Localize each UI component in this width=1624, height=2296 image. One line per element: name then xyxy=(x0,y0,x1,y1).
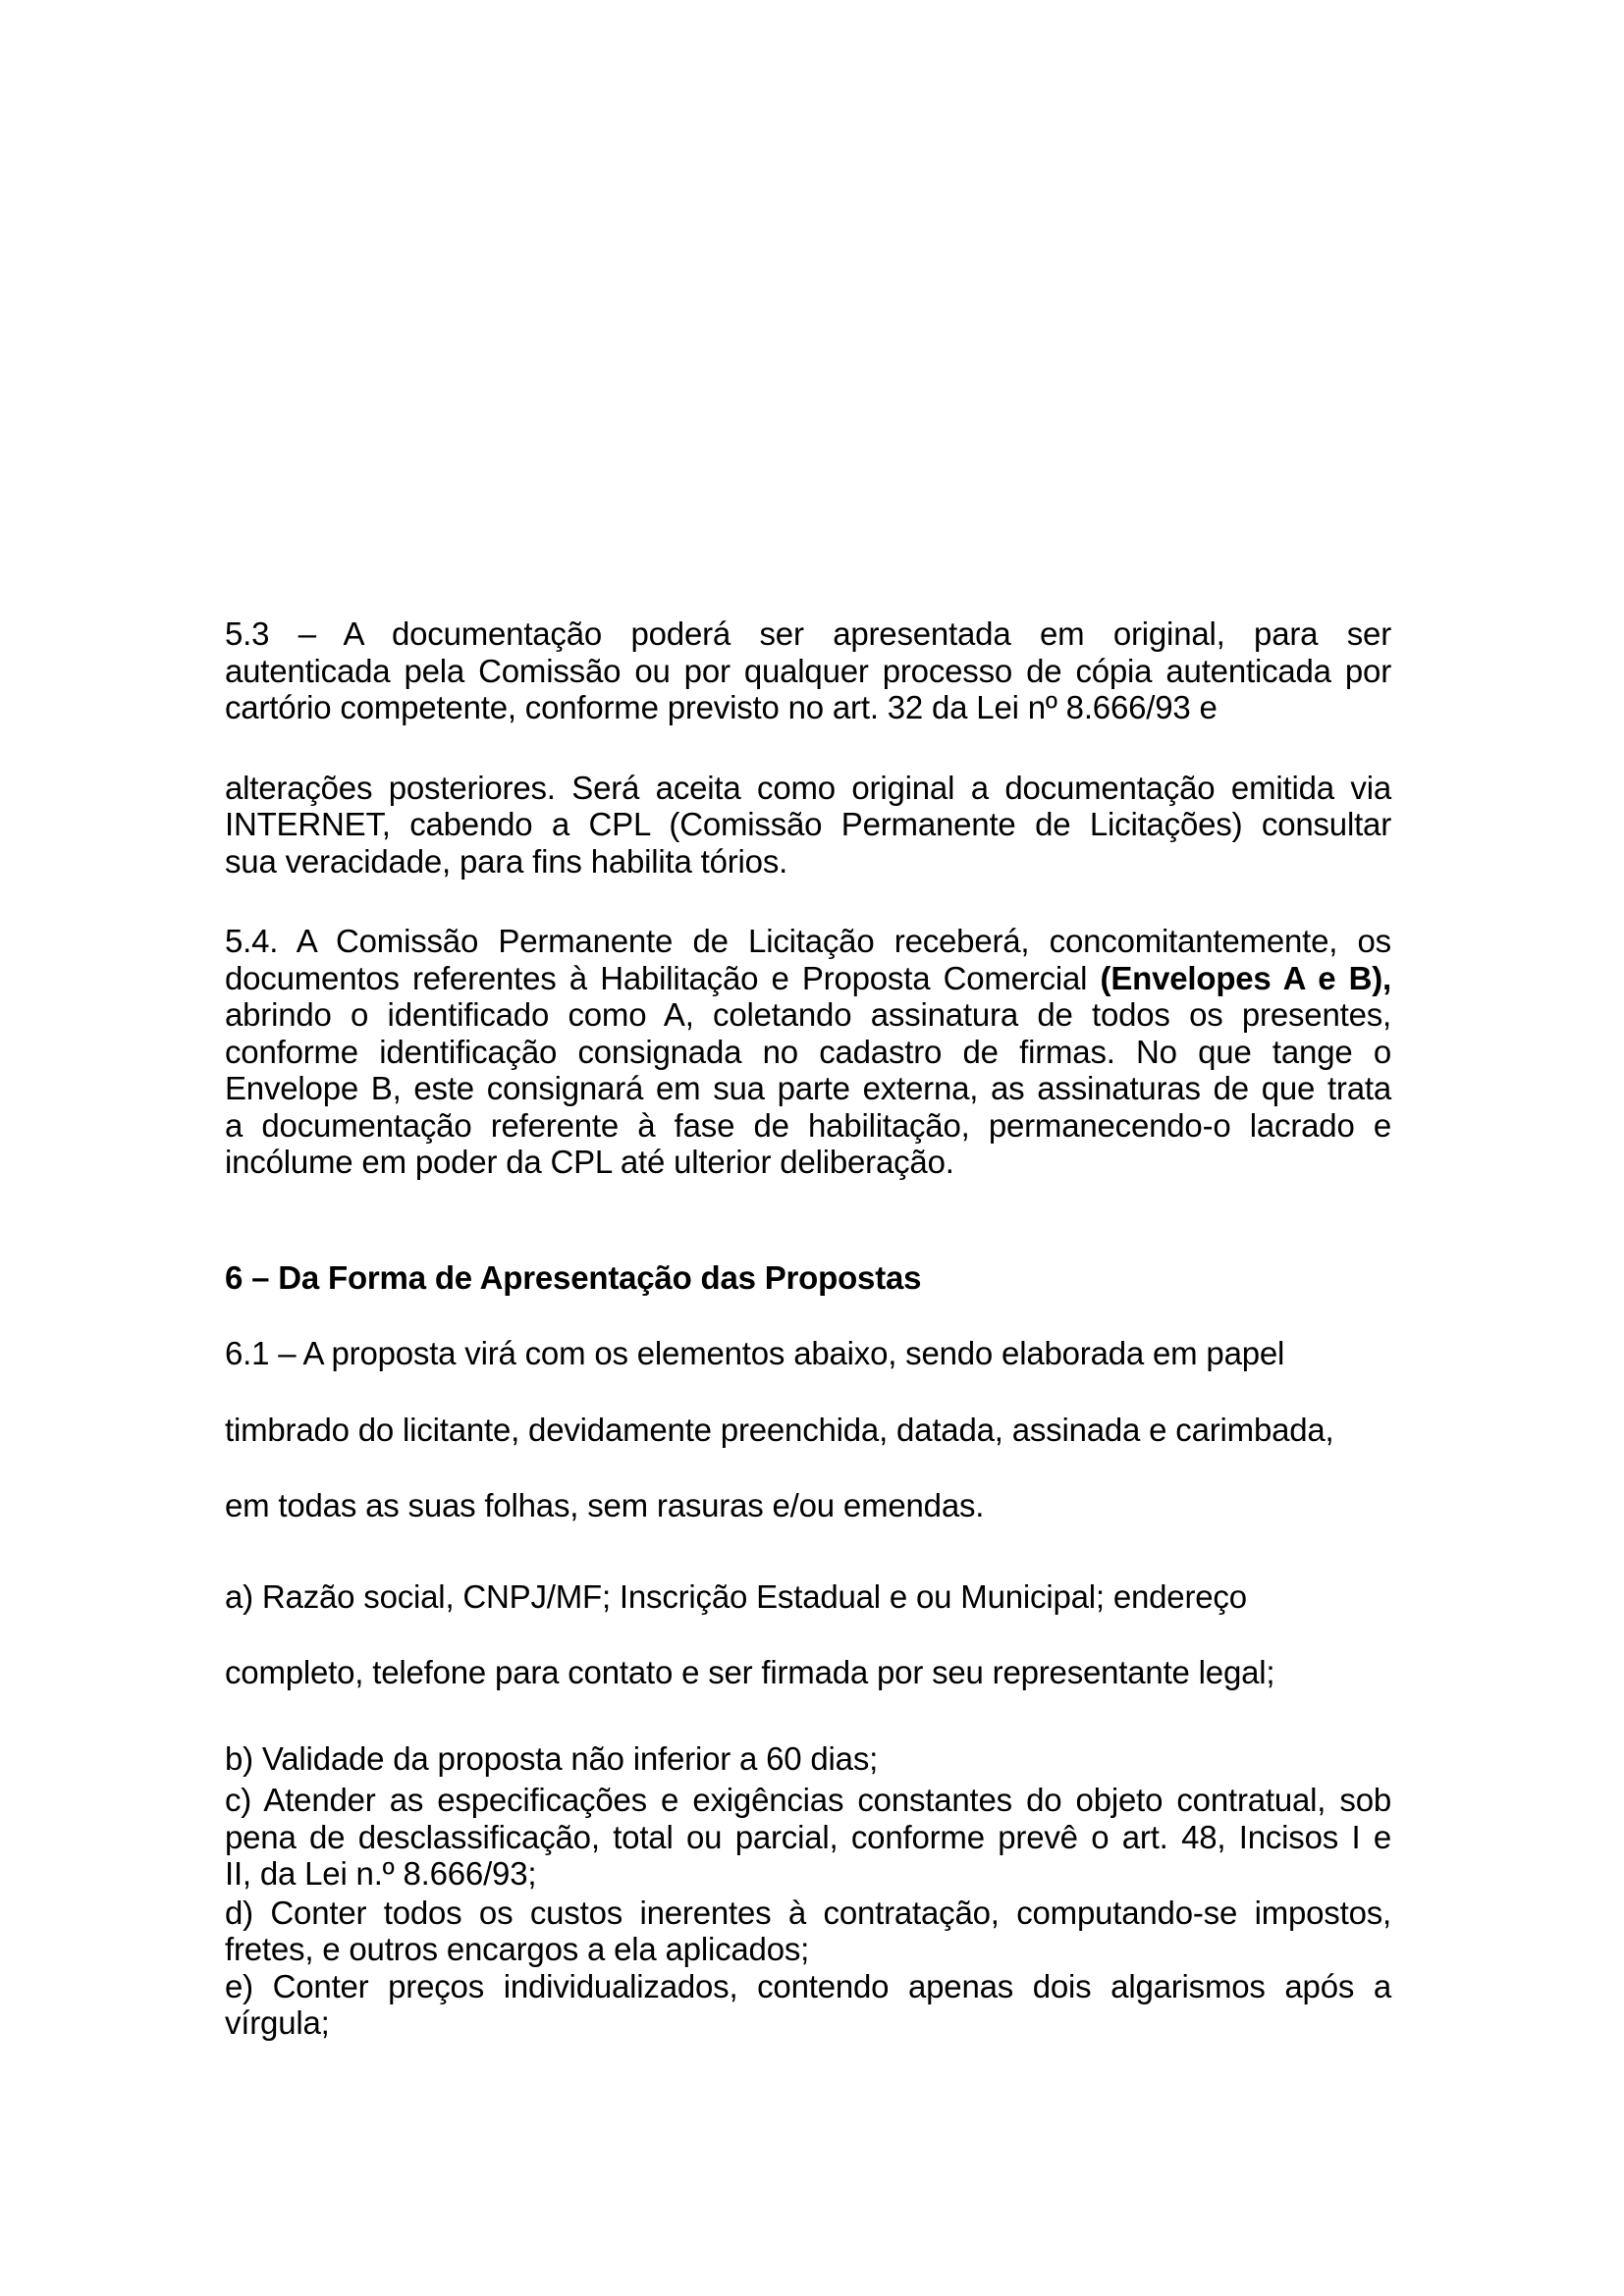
text-segment: completo, telefone para contato e ser firmada por seu representante legal; xyxy=(225,1654,1275,1690)
clause-5-3-continuation-line-2 xyxy=(225,806,1391,843)
item-c xyxy=(225,1782,1391,1893)
clause-5-3-continuation-line-1 xyxy=(225,770,1391,807)
text-segment: Envelope B, este consignará em sua parte externa, as assinaturas de que trata xyxy=(225,1070,1391,1106)
text-segment: cartório competente, conforme previsto no art. 32 da Lei nº 8.666/93 e xyxy=(225,689,1218,725)
clause-6-1-line-1-line-1 xyxy=(225,1335,1391,1372)
bold-text-segment: (Envelopes A e B), xyxy=(1100,959,1391,996)
item-d-line-2 xyxy=(225,1931,1391,1968)
clause-5-4-line-1 xyxy=(225,923,1391,960)
clause-6-1-line-3 xyxy=(225,1487,1391,1524)
clause-5-4-line-4 xyxy=(225,1034,1391,1071)
item-b xyxy=(225,1740,1391,1778)
clause-5-3-line-1 xyxy=(225,615,1391,653)
item-a-line-1 xyxy=(225,1578,1391,1616)
item-d-line-1 xyxy=(225,1895,1391,1932)
clause-5-4-line-2 xyxy=(225,960,1391,997)
text-segment: vírgula; xyxy=(225,2004,330,2041)
clause-5-4-line-7 xyxy=(225,1144,1391,1181)
text-segment: pena de desclassificação, total ou parcial, conforme prevê o art. 48, Incisos I e xyxy=(225,1818,1391,1855)
heading-section-6-line-1 xyxy=(225,1259,1391,1297)
item-b-line-1 xyxy=(225,1740,1391,1778)
item-d xyxy=(225,1895,1391,1968)
text-segment: conforme identificação consignada no cadastro de firmas. No que tange o xyxy=(225,1033,1391,1070)
item-e xyxy=(225,1968,1391,2042)
clause-5-3 xyxy=(225,615,1391,726)
text-segment: autenticada pela Comissão ou por qualquer processo de cópia autenticada por xyxy=(225,652,1391,689)
clause-5-4-line-5 xyxy=(225,1070,1391,1107)
item-c-line-3 xyxy=(225,1855,1391,1893)
text-segment: alterações posteriores. Será aceita como original a documentação emitida via xyxy=(225,769,1391,806)
item-c-line-1 xyxy=(225,1782,1391,1819)
text-segment: 6.1 – A proposta virá com os elementos abaixo, sendo elaborada em papel xyxy=(225,1335,1285,1371)
text-segment: sua veracidade, para fins habilita tórios. xyxy=(225,842,788,880)
bold-text-segment: 6 – Da Forma de Apresentação das Propostas xyxy=(225,1258,922,1296)
item-a-line-1-line-1 xyxy=(225,1578,1391,1616)
text-segment: d) Conter todos os custos inerentes à contratação, computando-se impostos, xyxy=(225,1894,1391,1931)
text-segment: e) Conter preços individualizados, contendo apenas dois algarismos após a xyxy=(225,1967,1391,2004)
text-segment: b) Validade da proposta não inferior a 60 dias; xyxy=(225,1739,879,1777)
clause-6-1-line-1 xyxy=(225,1335,1391,1372)
clause-5-3-continuation-line-3 xyxy=(225,843,1391,881)
text-segment: documentos referentes à Habilitação e Proposta Comercial xyxy=(225,959,1101,996)
text-segment: timbrado do licitante, devidamente preenchida, datada, assinada e carimbada, xyxy=(225,1411,1334,1448)
item-a-line-2 xyxy=(225,1654,1391,1691)
item-c-line-2 xyxy=(225,1819,1391,1856)
text-segment: incólume em poder da CPL até ulterior deliberação. xyxy=(225,1144,954,1180)
item-e-line-2 xyxy=(225,2004,1391,2042)
item-a-line-2-line-1 xyxy=(225,1654,1391,1691)
clause-5-4 xyxy=(225,923,1391,1181)
text-segment: em todas as suas folhas, sem rasuras e/ou emendas. xyxy=(225,1487,985,1523)
clause-6-1-line-2 xyxy=(225,1412,1391,1449)
text-segment: abrindo o identificado como A, coletando assinatura de todos os presentes, xyxy=(225,996,1391,1033)
clause-6-1-line-3-line-1 xyxy=(225,1487,1391,1524)
document-text-block xyxy=(225,615,1391,2042)
clause-5-3-line-3 xyxy=(225,689,1391,726)
item-e-line-1 xyxy=(225,1968,1391,2005)
heading-section-6 xyxy=(225,1259,1391,1297)
clause-5-3-line-2 xyxy=(225,653,1391,690)
text-segment: INTERNET, cabendo a CPL (Comissão Permanente de Licitações) consultar xyxy=(225,806,1391,842)
text-segment: II, da Lei n.º 8.666/93; xyxy=(225,1855,537,1892)
clause-5-4-line-3 xyxy=(225,996,1391,1034)
text-segment: fretes, e outros encargos a ela aplicados; xyxy=(225,1931,810,1967)
text-segment: 5.4. A Comissão Permanente de Licitação receberá, concomitantemente, os xyxy=(225,923,1391,959)
text-segment: a documentação referente à fase de habilitação, permanecendo-o lacrado e xyxy=(225,1106,1391,1144)
clause-6-1-line-2-line-1 xyxy=(225,1412,1391,1449)
text-segment: 5.3 – A documentação poderá ser apresentada em original, para ser xyxy=(225,615,1391,652)
clause-5-3-continuation xyxy=(225,770,1391,881)
clause-5-4-line-6 xyxy=(225,1107,1391,1145)
text-segment: c) Atender as especificações e exigências constantes do objeto contratual, sob xyxy=(225,1782,1391,1818)
text-segment: a) Razão social, CNPJ/MF; Inscrição Estadual e ou Municipal; endereço xyxy=(225,1577,1247,1615)
